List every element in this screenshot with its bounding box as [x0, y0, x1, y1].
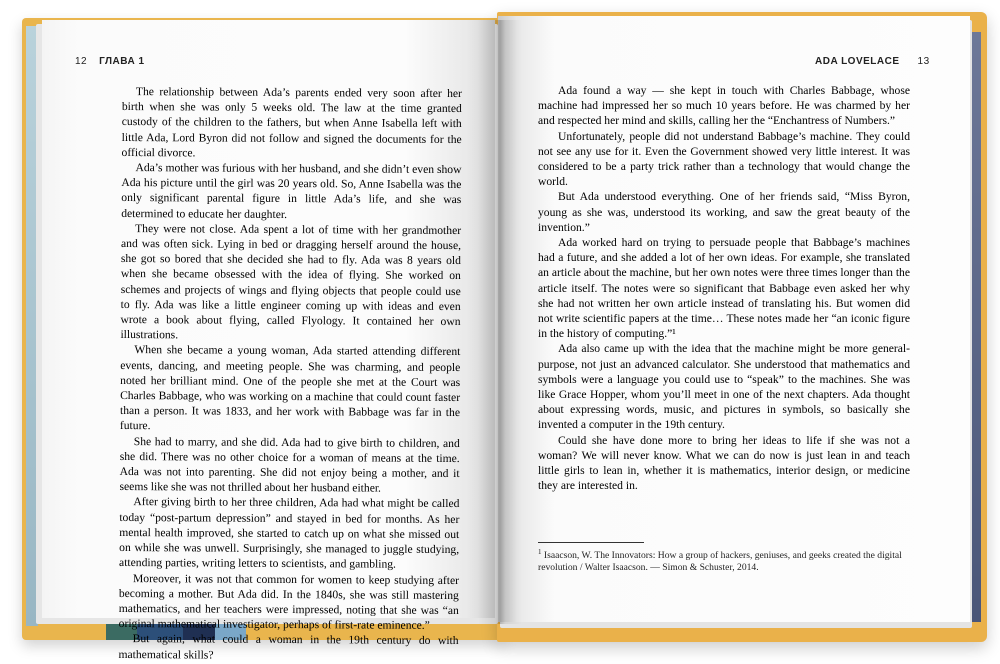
paragraph: Ada found a way — she kept in touch with Charles Babbage, whose machine had impressed her so much 10 years before. He was charmed by her and respected her mind and skills, calling her the “Enchantress of Numbers.”: [538, 84, 910, 128]
footnote-rule: [538, 542, 644, 543]
paragraph: Ada worked hard on trying to persuade people that Babbage’s machines had a future, and she added a lot of her own ideas. For example, she translated an article about the machine, but her own notes were three times longer than the article itself. The notes were so significant that Babbage even asked her why she had not written her own article instead of translating his. But women did not write scientific papers at the time… These notes made her “an iconic figure in the history of computing.”¹: [538, 236, 910, 341]
right-chapter-title: ADA LOVELACE: [815, 56, 900, 67]
right-page-body: [538, 83, 910, 493]
footnote: [538, 546, 913, 574]
paragraph: She had to marry, and she did. Ada had to give birth to children, and she did. There was no other choice for a woman of means at the time. Ada was not into parenting. She did not enjoy being a mother, and it seems like she was not thrilled about her husband either.: [119, 434, 460, 495]
paragraph: Ada also came up with the idea that the machine might be more general-purpose, not just an advanced calculator. She understood that mathematics and symbols were a language you could use to “speak” to the machines. She was like Grace Hopper, whom you’ll meet in one of the next chapters. Ada thought about expressing words, music, and pictures in symbols, so basically she invented a computer in the 19th century.: [538, 342, 910, 432]
gutter-shadow: [478, 20, 522, 624]
paragraph: Ada’s mother was furious with her husband, and she didn’t even show Ada his picture until the girl was 20 years old. So, Anne Isabella was the only significant parental figure in little Ada’s life, and she was determined to educate her daughter.: [121, 161, 462, 221]
left-page-body: [118, 84, 462, 664]
right-running-head: [815, 56, 930, 67]
paragraph: Could she have done more to bring her ideas to life if she was not a woman? We will never know. What we can do now is just lean in and teach little girls to lean in, whether it is mathematics, interior design, or medicine they are interested in.: [538, 433, 910, 493]
left-chapter-title: ГЛАВА 1: [99, 56, 145, 67]
paragraph: But Ada understood everything. One of her friends said, “Miss Byron, young as she was, understood its working, and saw the great beauty of the invention.”: [538, 190, 910, 234]
paragraph: They were not close. Ada spent a lot of time with her grandmother and was often sick. Lying in bed or dragging herself around the house, she got so bored that she decided she had to fly. Ada was 8 years old when she became obsessed with the idea of flying. She worked on schemes and projects of wings and flying objects that people could use to fly. Ada was like a little engineer coming up with ideas and even wrote a book about flying, called Flyology. It contained her own illustrations.: [120, 221, 462, 342]
footnote-text: Isaacson, W. The Innovators: How a group of hackers, geniuses, and geeks created the digital revolution / Walter Isaacson. — Simon & Schuster, 2014.: [538, 550, 902, 574]
paragraph: But again, what could a woman in the 19th century do with mathematical skills?: [118, 632, 459, 662]
left-running-head: [75, 56, 145, 67]
paragraph: When she became a young woman, Ada started attending different events, dancing, and meeting people. She was charming, and people noted her brilliant mind. One of the people she met at the Court was Charles Babbage, who was working on a machine that could count faster than a person. It was 1833, and her work with Babbage was far in the future.: [119, 343, 461, 433]
paragraph: The relationship between Ada’s parents ended very soon after her birth when she was only 5 weeks old. The law at the time granted custody of the children to the fathers, but when Anne Isabella left with little Ada, Lord Byron did not follow and signed the documents for the official divorce.: [121, 85, 462, 160]
paragraph: Unfortunately, people did not understand Babbage’s machine. They could not see any use for it. Even the Government showed very little interest. It was considered to be a party trick rather than a technology that would change the world.: [538, 129, 910, 189]
paragraph: Moreover, it was not that common for women to keep studying after becoming a mother. But Ada did. In the 1840s, she was still mastering mathematics, and her teachers were impressed, noting that she was “an original mathematical investigator, perhaps of first-rate eminence.”: [118, 571, 460, 632]
footnote-marker: 1: [538, 548, 542, 556]
left-page-number: 12: [75, 56, 88, 67]
paragraph: After giving birth to her three children, Ada had what might be called today “post-partum depression” and stayed in bed for months. As her mental health improved, she started to catch up on what she missed out on while she was unwell. Surprisingly, she managed to juggle studying, attending parties, writing letters to scientists, and gambling.: [119, 495, 460, 571]
right-page-number: 13: [917, 56, 930, 67]
